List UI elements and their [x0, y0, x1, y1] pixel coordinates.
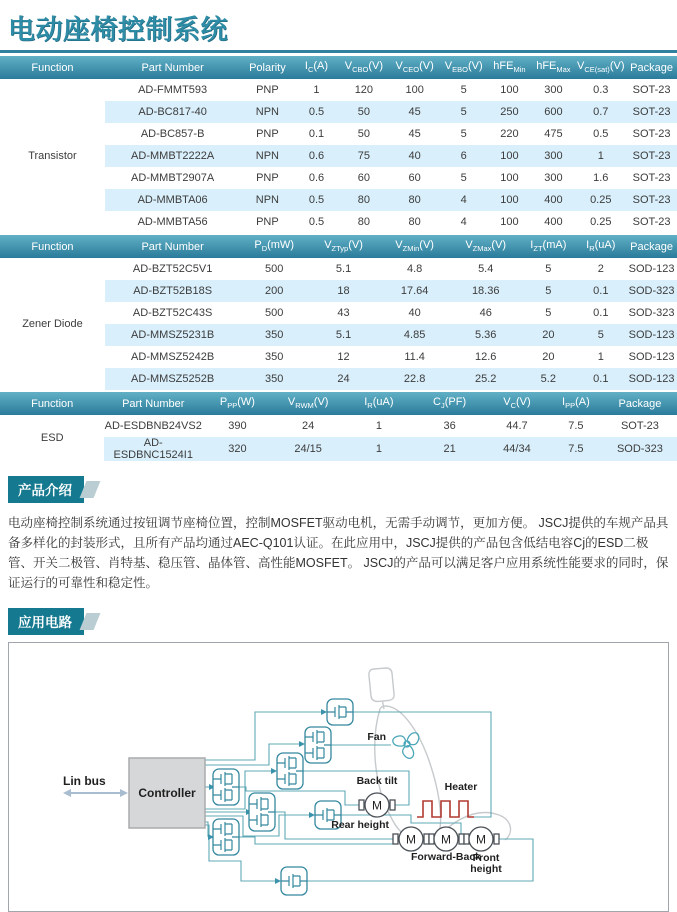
table-cell: 120	[354, 84, 374, 96]
table-cell: SOT-23	[632, 172, 671, 184]
column-header: $V_{RWM}(V)$	[273, 391, 344, 415]
table-cell: 44.7	[506, 420, 528, 432]
column-header: Function	[0, 391, 104, 415]
table-cell: SOD-123	[626, 324, 677, 346]
table-cell: 1	[575, 145, 626, 167]
table-header-row	[0, 391, 677, 415]
column-header: $V_{ZMin}(V)$	[379, 234, 450, 258]
table-cell: 0.1	[308, 128, 325, 140]
table-cell: SOT-23	[632, 216, 671, 228]
table-cell: AD-MMBTA56	[137, 216, 208, 228]
table-cell: SOT-23	[626, 145, 677, 167]
column-header: Function	[0, 234, 105, 258]
table-cell: SOT-23	[626, 101, 677, 123]
table-cell: 100	[500, 216, 519, 228]
table-cell: 100	[500, 172, 519, 184]
page-title: 电动座椅控制系统	[8, 15, 228, 45]
table-cell: 7.5	[549, 437, 603, 461]
svg-text:M: M	[441, 832, 451, 847]
heater-label: Heater	[444, 781, 478, 793]
wire	[205, 712, 321, 760]
lin-bus-arrow	[63, 789, 128, 797]
table-cell: 0.3	[593, 84, 609, 96]
table-cell: AD-BZT52B18S	[105, 280, 240, 302]
column-header: $V_{ZTyp}(V)$	[308, 234, 379, 258]
table-cell: PNP	[256, 172, 279, 184]
table-cell: 24/15	[273, 437, 344, 461]
table-cell: 500	[264, 263, 284, 275]
table-cell: AD-MMBTA06	[105, 189, 240, 211]
table-cell: 400	[531, 189, 575, 211]
column-header: $V_{CE(sat)}(V)$	[575, 55, 626, 79]
esd-table	[0, 390, 677, 461]
table-cell: 5.1	[308, 324, 379, 346]
column-header: $V_C(V)$	[485, 391, 549, 415]
table-cell: 21	[414, 437, 485, 461]
front-height-label: height	[470, 863, 502, 875]
column-header: $V_{EBO}(V)$	[440, 55, 487, 79]
table-cell: 300	[544, 172, 563, 184]
svg-text:M: M	[476, 832, 486, 847]
table-cell: 80	[389, 189, 440, 211]
column-header: Package	[626, 234, 677, 258]
table-cell: 100	[487, 189, 531, 211]
table-cell: AD-MMSZ5231B	[105, 324, 240, 346]
table-cell: 18.36	[450, 280, 521, 302]
table-cell: 0.5	[294, 101, 338, 123]
table-cell: 18	[308, 280, 379, 302]
table-cell: 24	[302, 420, 315, 432]
table-cell: 25.2	[450, 368, 521, 390]
column-header: Part Number	[105, 234, 240, 258]
table-cell: 200	[240, 280, 308, 302]
table-cell: AD-ESDBNB24VS2	[104, 420, 202, 432]
column-header: hFE$_{Max}$	[531, 55, 575, 79]
function-cell: Transistor	[0, 79, 105, 233]
table-cell: AD-ESDBNC1524I1	[104, 437, 202, 461]
table-cell: 80	[357, 216, 370, 228]
column-header: Package	[603, 391, 677, 415]
table-cell: SOD-123	[628, 351, 675, 363]
table-cell: 60	[408, 172, 421, 184]
table-cell: 1	[344, 437, 415, 461]
column-header: $V_{CEO}(V)$	[389, 55, 440, 79]
front-height-label: Front	[472, 852, 500, 864]
fan-icon	[391, 733, 418, 760]
table-cell: 0.25	[590, 216, 612, 228]
table-cell: 44/34	[485, 437, 549, 461]
back-tilt-label: Back tilt	[356, 775, 398, 787]
table-cell: 100	[405, 84, 424, 96]
table-cell: 320	[202, 437, 273, 461]
column-header: Package	[626, 55, 677, 79]
controller-label: Controller	[138, 786, 196, 800]
table-cell: SOT-23	[626, 189, 677, 211]
table-cell: 7.5	[568, 420, 584, 432]
table-cell: 0.5	[308, 216, 325, 228]
table-cell: 46	[479, 307, 492, 319]
table-cell: 400	[544, 216, 563, 228]
table-cell: 100	[487, 145, 531, 167]
table-cell: 40	[389, 145, 440, 167]
table-cell: 43	[337, 307, 350, 319]
table-cell: 0.6	[294, 145, 338, 167]
table-cell: 50	[338, 101, 389, 123]
wire	[239, 837, 393, 844]
table-cell: 5	[440, 101, 487, 123]
motor-icon	[393, 827, 429, 851]
table-cell: SOD-323	[603, 437, 677, 461]
table-row	[0, 415, 677, 437]
section-badge-circuit: 应用电路	[8, 608, 84, 635]
table-cell: SOD-123	[628, 263, 675, 275]
table-cell: SOD-323	[628, 307, 675, 319]
table-cell: 0.7	[575, 101, 626, 123]
table-cell: 0.25	[575, 189, 626, 211]
column-header: hFE$_{Min}$	[487, 55, 531, 79]
column-header: $I_{PP}(A)$	[549, 391, 603, 415]
table-cell: 5	[460, 172, 467, 184]
table-cell: 40	[408, 307, 421, 319]
column-header: $C_J(PF)$	[414, 391, 485, 415]
column-header: Polarity	[240, 55, 294, 79]
table-cell: 4.85	[379, 324, 450, 346]
table-cell: 0.6	[308, 172, 325, 184]
column-header: $V_{CBO}(V)$	[338, 55, 389, 79]
lin-bus-label: Lin bus	[63, 774, 106, 788]
table-cell: 5.2	[521, 368, 575, 390]
application-circuit-diagram	[8, 642, 669, 912]
table-cell: NPN	[240, 189, 294, 211]
table-cell: AD-MMSZ5242B	[131, 351, 215, 363]
gate-arrow-icon	[299, 741, 305, 747]
table-cell: 6	[440, 145, 487, 167]
table-cell: AD-FMMT593	[138, 84, 208, 96]
column-header: $P_{PP}(W)$	[202, 391, 273, 415]
table-cell: 45	[389, 101, 440, 123]
table-cell: 17.64	[379, 280, 450, 302]
motor-icon	[429, 827, 464, 851]
column-header: $I_R(uA)$	[575, 234, 626, 258]
gate-arrow-icon	[321, 709, 327, 715]
table-cell: 5.4	[478, 263, 494, 275]
table-cell: 350	[240, 368, 308, 390]
table-cell: 5	[521, 280, 575, 302]
table-cell: 1	[597, 351, 604, 363]
table-cell: 300	[531, 145, 575, 167]
table-cell: 220	[500, 128, 519, 140]
table-cell: 0.1	[593, 307, 609, 319]
table-cell: AD-BC857-B	[140, 128, 205, 140]
svg-text:M: M	[406, 832, 416, 847]
rear-height-label: Rear height	[331, 819, 389, 831]
table-header-row	[0, 55, 677, 79]
table-cell: 75	[338, 145, 389, 167]
table-cell: 80	[408, 216, 421, 228]
table-cell: 350	[264, 351, 284, 363]
table-cell: AD-MMBT2222A	[105, 145, 240, 167]
table-header-row	[0, 234, 677, 258]
table-cell: AD-BC817-40	[105, 101, 240, 123]
table-cell: 0.1	[575, 280, 626, 302]
fan-label: Fan	[367, 731, 386, 743]
table-cell: 1.6	[593, 172, 609, 184]
column-header: $I_R(uA)$	[344, 391, 415, 415]
table-cell: 12	[337, 351, 350, 363]
table-cell: PNP	[256, 216, 279, 228]
table-cell: 0.5	[593, 128, 609, 140]
column-header: Part Number	[105, 55, 240, 79]
column-header: $I_{ZT}(mA)$	[521, 234, 575, 258]
column-header: $P_D(mW)$	[240, 234, 308, 258]
gate-arrow-icon	[309, 812, 315, 818]
table-cell: 12.6	[475, 351, 497, 363]
table-cell: SOT-23	[632, 128, 671, 140]
section-badge-intro: 产品介绍	[8, 476, 84, 503]
table-cell: SOT-23	[620, 420, 659, 432]
table-cell: 5	[460, 84, 467, 96]
table-cell: 2	[597, 263, 604, 275]
table-cell: 0.1	[575, 368, 626, 390]
column-header: Function	[0, 55, 105, 79]
gate-arrow-icon	[275, 878, 281, 884]
table-cell: 0.5	[294, 189, 338, 211]
table-cell: PNP	[256, 84, 279, 96]
table-cell: AD-BZT52C5V1	[132, 263, 213, 275]
table-cell: 475	[544, 128, 563, 140]
table-cell: 500	[264, 307, 284, 319]
table-cell: 5.1	[335, 263, 352, 275]
table-cell: 600	[531, 101, 575, 123]
table-cell: 4	[440, 189, 487, 211]
table-cell: 80	[338, 189, 389, 211]
table-cell: 5	[545, 307, 552, 319]
table-cell: AD-BZT52C43S	[132, 307, 213, 319]
table-cell: NPN	[240, 145, 294, 167]
table-cell: SOD-123	[626, 368, 677, 390]
table-cell: 300	[544, 84, 563, 96]
gate-arrow-icon	[271, 768, 277, 774]
table-row	[0, 79, 677, 101]
intro-paragraph: 电动座椅控制系统通过按钮调节座椅位置，控制MOSFET驱动电机，无需手动调节，更加方便。 JSCJ提供的车规产品具备多样化的封装形式，且所有产品均通过AEC-Q101认证。在此应用中，JSCJ提供的产品包含低结电容Cj的ESD二极管、开关二极管、肖特基、稳压管、晶体管、高性能MOSFET。 JSCJ的产品可以满足客户应用系统性能要求的同时，保证运行的可靠性和稳定性。	[8, 516, 669, 590]
table-cell: AD-MMBT2907A	[131, 172, 215, 184]
column-header: Part Number	[104, 391, 202, 415]
table-cell: 20	[542, 351, 555, 363]
function-cell: ESD	[0, 415, 104, 461]
zener-diode-table	[0, 233, 677, 390]
table-cell: 1	[313, 84, 320, 96]
table-cell: 24	[308, 368, 379, 390]
table-cell: 45	[408, 128, 421, 140]
svg-text:M: M	[372, 798, 382, 813]
function-cell: Zener Diode	[0, 258, 105, 390]
heater-icon	[417, 801, 474, 817]
column-header: $V_{ZMax}(V)$	[450, 234, 521, 258]
table-cell: SOD-323	[626, 280, 677, 302]
table-cell: 100	[500, 84, 519, 96]
table-cell: 22.8	[379, 368, 450, 390]
table-cell: 60	[357, 172, 370, 184]
table-cell: 250	[487, 101, 531, 123]
table-cell: 36	[443, 420, 456, 432]
table-row	[0, 258, 677, 280]
table-cell: 5	[545, 263, 552, 275]
motor-icon	[464, 827, 499, 851]
transistor-table	[0, 54, 677, 233]
table-cell: PNP	[256, 128, 279, 140]
table-cell: AD-MMSZ5252B	[105, 368, 240, 390]
forward-back-label: Forward-Back	[410, 851, 482, 863]
table-cell: 1	[375, 420, 382, 432]
title-divider	[0, 50, 677, 53]
table-cell: 5	[460, 128, 467, 140]
table-cell: NPN	[240, 101, 294, 123]
table-cell: 390	[228, 420, 247, 432]
table-cell: SOT-23	[632, 84, 671, 96]
table-cell: 5.36	[450, 324, 521, 346]
table-cell: 50	[357, 128, 370, 140]
table-cell: 350	[240, 324, 308, 346]
column-header: $I_C(A)$	[294, 55, 338, 79]
table-cell: 4.8	[406, 263, 423, 275]
table-cell: 20	[521, 324, 575, 346]
table-cell: 5	[575, 324, 626, 346]
table-cell: 4	[460, 216, 467, 228]
table-cell: 11.4	[404, 351, 425, 363]
